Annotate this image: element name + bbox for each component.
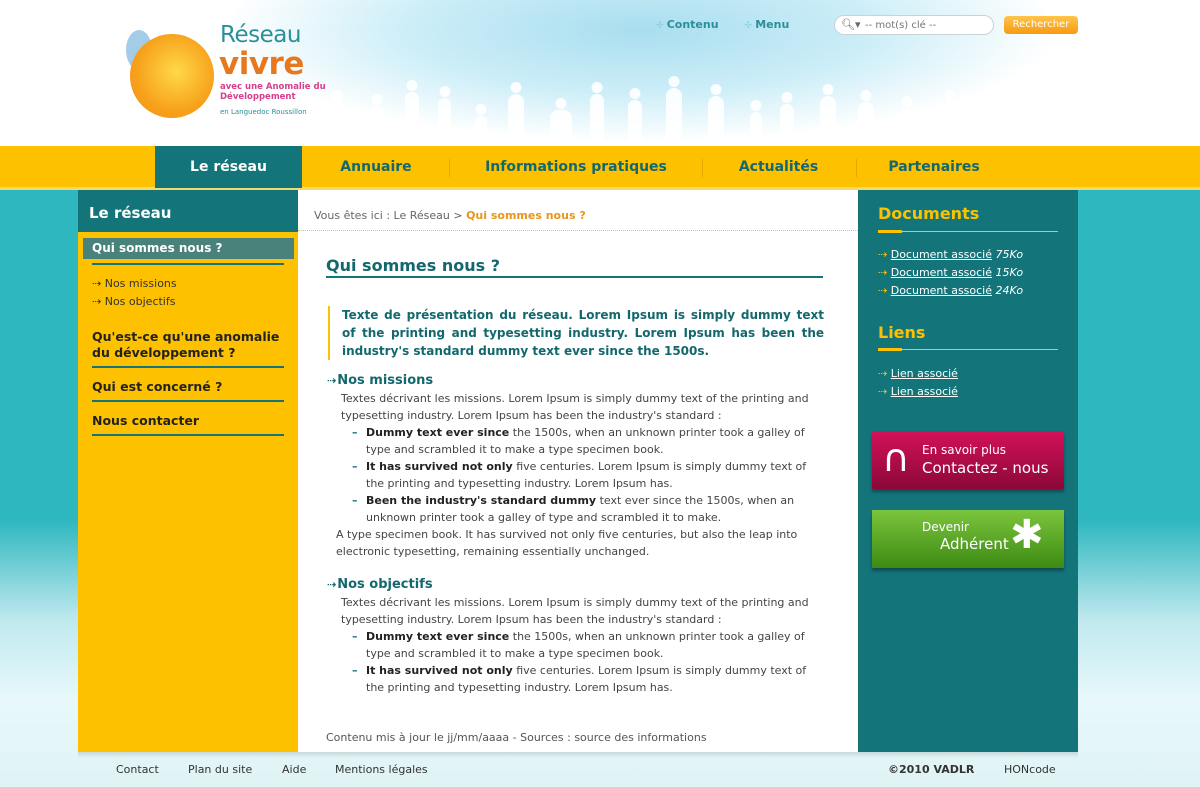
missions-after-text: A type specimen book. It has survived not only five centuries, but also the leap into electronic typesetting, remaining essentially unchanged. xyxy=(336,528,798,558)
sidebar-subitem-nos-missions[interactable]: ⇢ Nos missions xyxy=(92,275,298,293)
links-title: Liens xyxy=(878,323,926,342)
breadcrumb-path[interactable]: Vous êtes ici : Le Réseau > xyxy=(314,209,463,222)
nav-le-reseau[interactable]: Le réseau xyxy=(155,146,302,188)
divider xyxy=(92,263,284,265)
search-input[interactable] xyxy=(865,18,985,32)
logo-line1: Réseau xyxy=(220,22,301,48)
objectifs-text: Textes décrivant les missions. Lorem Ipsum is simply dummy text of the printing and typesetting industry. Lorem Ipsum has been the industry's standard : xyxy=(341,596,809,626)
footer-link-aide[interactable]: Aide xyxy=(282,763,307,776)
breadcrumb-current: Qui sommes nous ? xyxy=(466,209,586,222)
logo-sun xyxy=(130,34,214,118)
sidebar-item-qui-est-concerne[interactable]: Qui est concerné ? xyxy=(92,379,223,394)
sidebar-title: Le réseau xyxy=(78,190,298,232)
nav-annuaire[interactable]: Annuaire xyxy=(340,159,412,175)
skip-links xyxy=(656,18,815,31)
nav-actualites[interactable]: Actualités xyxy=(738,159,819,175)
update-info: Contenu mis à jour le jj/mm/aaaa - Sources : source des informations xyxy=(326,731,707,744)
left-sidebar xyxy=(78,190,298,752)
sidebar-item-anomalie[interactable]: Qu'est-ce qu'une anomalie du développement ? xyxy=(92,329,280,360)
intro-text: Texte de présentation du réseau. Lorem Ipsum is simply dummy text of the printing and typesetting industry. Lorem Ipsum has been the industry's standard dummy text ever since the 1500s. xyxy=(328,306,824,360)
documents-title: Documents xyxy=(878,204,980,223)
contact-banner[interactable] xyxy=(872,431,1064,489)
header xyxy=(0,0,1200,146)
nav-separator xyxy=(702,159,703,177)
list-item: – It has survived not only five centuries. Lorem Ipsum is simply dummy text of the printing and typesetting industry. Lorem Ipsum has. xyxy=(352,664,807,694)
jumping-figure-icon: ✱ xyxy=(1010,512,1044,558)
membership-banner[interactable] xyxy=(872,510,1064,568)
list-item: – It has survived not only five centuries. Lorem Ipsum is simply dummy text of the printing and typesetting industry. Lorem Ipsum has. xyxy=(352,460,807,490)
figure-icon: ∩ xyxy=(882,436,910,480)
footer-shadow xyxy=(78,752,1078,758)
sidebar-item-nous-contacter[interactable]: Nous contacter xyxy=(92,413,200,428)
sidebar-item-qui-sommes-nous[interactable]: Qui sommes nous ? xyxy=(83,238,294,259)
divider xyxy=(298,230,858,231)
related-link[interactable]: ⇢ Lien associé xyxy=(878,367,958,380)
divider xyxy=(326,276,823,278)
page-title: Qui sommes nous ? xyxy=(326,256,500,275)
divider xyxy=(92,434,284,436)
footer xyxy=(0,752,1200,787)
skip-link-contenu[interactable]: ✣ Contenu xyxy=(656,18,719,31)
contact-banner-line1: En savoir plus xyxy=(922,443,1006,457)
nav-informations-pratiques[interactable]: Informations pratiques xyxy=(485,159,667,175)
skip-link-menu[interactable]: ✣ Menu xyxy=(745,18,790,31)
contact-banner-line2: Contactez - nous xyxy=(922,459,1049,477)
footer-link-plan-du-site[interactable]: Plan du site xyxy=(188,763,253,776)
divider xyxy=(92,400,284,402)
document-link[interactable]: ⇢ Document associé 15Ko xyxy=(878,266,1023,279)
nav-separator xyxy=(856,159,857,177)
membership-banner-line2: Adhérent xyxy=(940,535,1009,553)
nav-separator xyxy=(449,159,450,177)
copyright: ©2010 VADLR xyxy=(888,763,975,776)
section-title-missions: ⇢ Nos missions xyxy=(327,373,433,388)
sidebar-subitems xyxy=(78,275,298,311)
nav-partenaires[interactable]: Partenaires xyxy=(888,159,980,175)
list-item: – Been the industry's standard dummy text ever since the 1500s, when an unknown printer took a galley of type and scrambled it to make. xyxy=(352,494,795,524)
logo[interactable] xyxy=(126,22,326,122)
logo-line2: vivre xyxy=(219,46,304,82)
divider xyxy=(878,231,1058,232)
footer-link-contact[interactable]: Contact xyxy=(116,763,159,776)
main-content xyxy=(298,190,858,752)
honcode-link[interactable]: HONcode xyxy=(1004,763,1056,776)
logo-line3: avec une Anomalie du Développement xyxy=(220,82,326,102)
related-link[interactable]: ⇢ Lien associé xyxy=(878,385,958,398)
footer-link-mentions-legales[interactable]: Mentions légales xyxy=(335,763,428,776)
search-button[interactable]: Rechercher xyxy=(1004,16,1078,34)
list-item: – Dummy text ever since the 1500s, when an unknown printer took a galley of type and scrambled it to make a type specimen book. xyxy=(352,630,805,660)
list-item: – Dummy text ever since the 1500s, when an unknown printer took a galley of type and scrambled it to make a type specimen book. xyxy=(352,426,805,456)
sidebar-subitem-nos-objectifs[interactable]: ⇢ Nos objectifs xyxy=(92,293,298,311)
search-icon[interactable]: 🔍︎▾ xyxy=(841,18,861,31)
missions-text: Textes décrivant les missions. Lorem Ipsum is simply dummy text of the printing and typesetting industry. Lorem Ipsum has been the industry's standard : xyxy=(341,392,809,422)
breadcrumb xyxy=(314,209,586,222)
divider xyxy=(878,349,1058,350)
logo-line4: en Languedoc Roussillon xyxy=(220,108,307,116)
section-title-objectifs: ⇢ Nos objectifs xyxy=(327,577,433,592)
membership-banner-line1: Devenir xyxy=(922,520,969,534)
main-nav xyxy=(0,146,1200,190)
document-link[interactable]: ⇢ Document associé 24Ko xyxy=(878,284,1023,297)
people-silhouettes xyxy=(330,60,1070,146)
search-box xyxy=(834,15,994,35)
document-link[interactable]: ⇢ Document associé 75Ko xyxy=(878,248,1023,261)
divider xyxy=(92,366,284,368)
